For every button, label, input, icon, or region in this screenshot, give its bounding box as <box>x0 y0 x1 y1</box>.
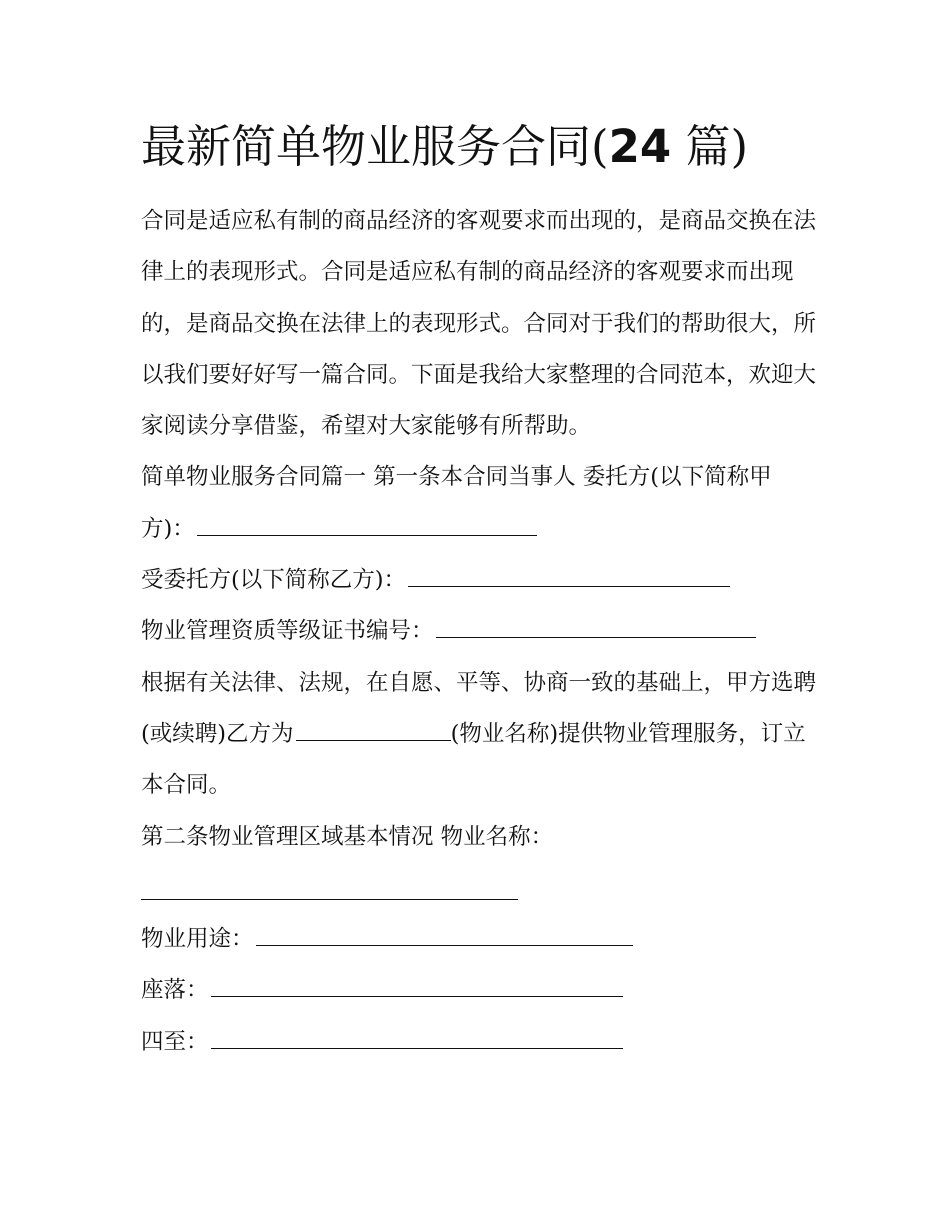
location-blank <box>211 976 623 997</box>
property-name-blank <box>296 720 451 741</box>
title-suffix: 篇) <box>671 120 749 173</box>
usage-line <box>141 914 816 965</box>
party-b-blank <box>408 566 730 587</box>
location-label: 座落： <box>141 977 209 1004</box>
document-body <box>141 196 816 1068</box>
property-name-line <box>141 863 816 914</box>
title-number: 24 <box>608 120 672 173</box>
party-a-blank <box>197 515 537 536</box>
basis-text-1: 根据有关法律、法规，在自愿、平等、协商一致的基础上，甲方选聘(或续聘)乙方为 <box>141 669 817 747</box>
party-b-line <box>141 555 816 606</box>
document-title <box>141 112 748 182</box>
usage-blank <box>256 925 633 946</box>
section2-line: 第二条物业管理区域基本情况 物业名称： <box>141 823 554 850</box>
intro-paragraph: 合同是适应私有制的商品经济的客观要求而出现的，是商品交换在法律上的表现形式。合同是适应私有制的商品经济的客观要求而出现的，是商品交换在法律上的表现形式。合同对于我们的帮助很大，所以我们要好好写一篇合同。下面是我给大家整理的合同范本，欢迎大家阅读分享借鉴，希望对大家能够有所帮助。 <box>141 208 817 440</box>
cert-label: 物业管理资质等级证书编号： <box>141 618 434 645</box>
boundaries-line <box>141 1017 816 1068</box>
basis-text-2: (物业名称)提供物业管理服务，订立本合同。 <box>141 720 806 799</box>
usage-label: 物业用途： <box>141 926 254 953</box>
cert-blank <box>436 617 756 638</box>
basis-paragraph <box>141 658 816 812</box>
boundaries-blank <box>211 1028 623 1049</box>
property-name-standalone-blank <box>141 899 518 900</box>
section1-text: 简单物业服务合同篇一 第一条本合同当事人 委托方(以下简称甲方)： <box>141 464 772 542</box>
location-line <box>141 965 816 1016</box>
boundaries-label: 四至： <box>141 1028 209 1055</box>
party-b-label: 受委托方(以下简称乙方)： <box>141 567 407 594</box>
section1-paragraph <box>141 452 816 555</box>
title-prefix: 最新简单物业服务合同( <box>141 120 609 173</box>
cert-line <box>141 606 816 657</box>
